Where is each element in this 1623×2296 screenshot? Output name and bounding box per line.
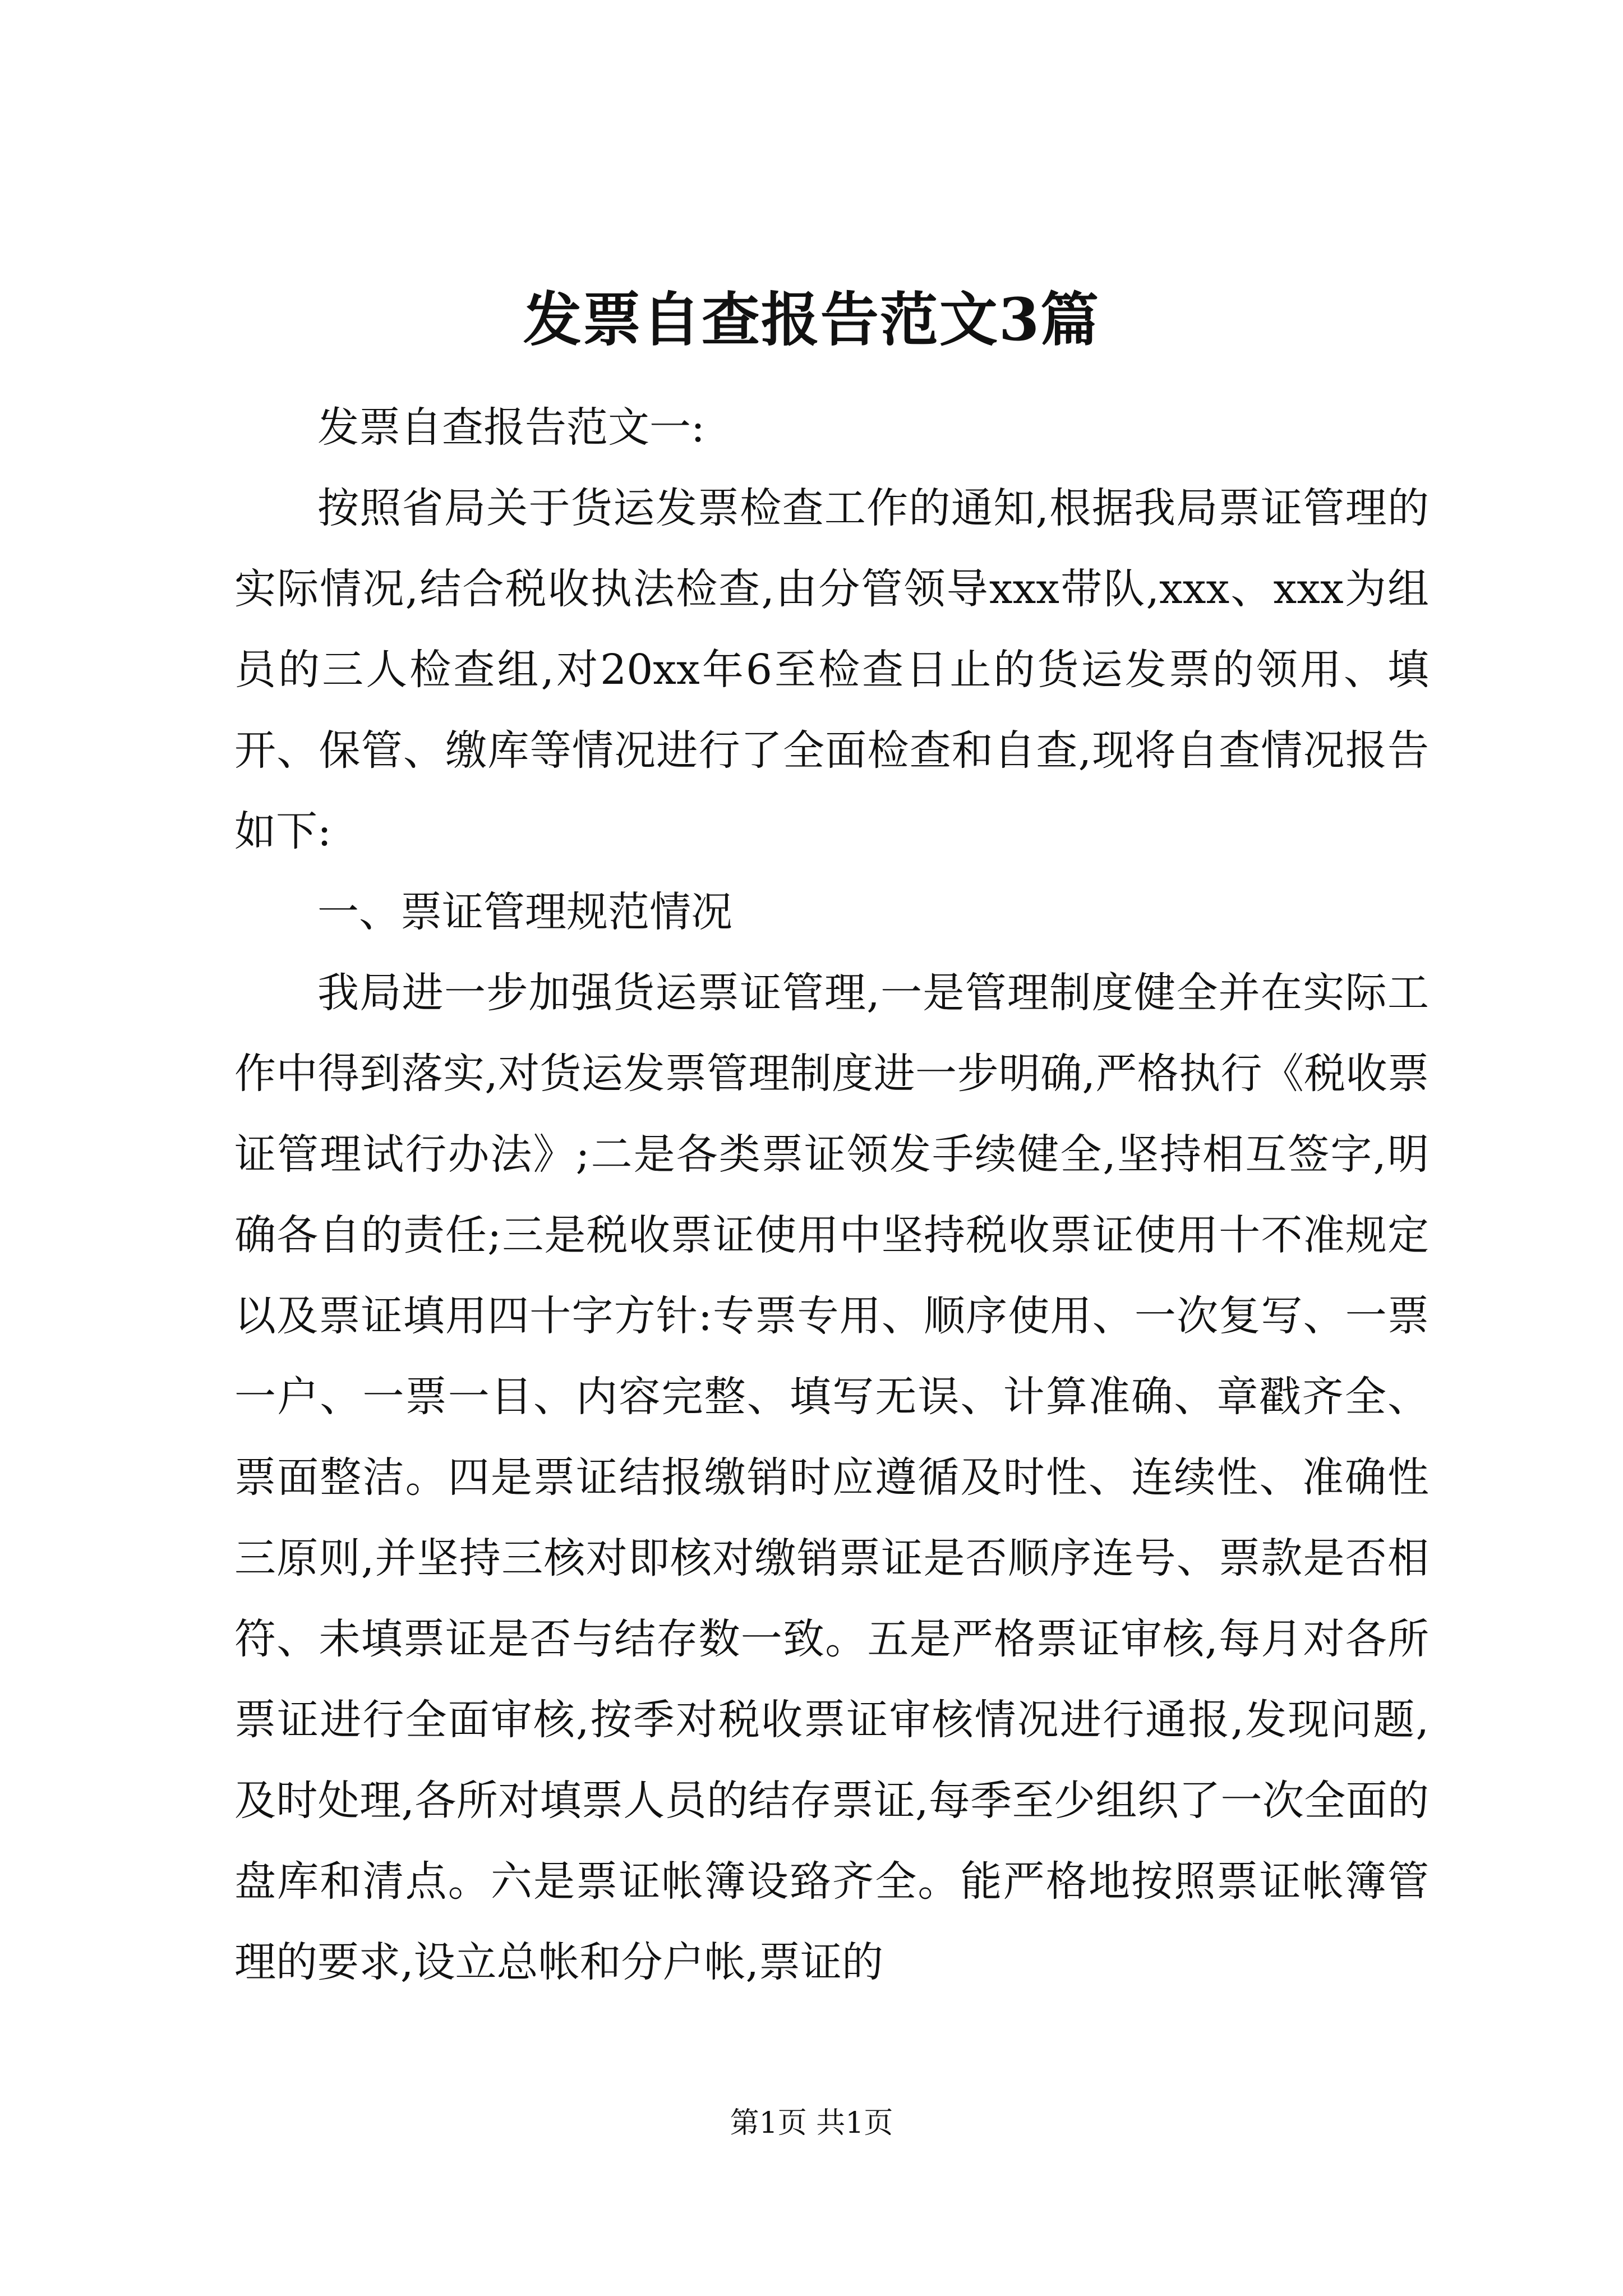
body-paragraph: 我局进一步加强货运票证管理,一是管理制度健全并在实际工作中得到落实,对货运发票管理制度进一步明确,严格执行《税收票证管理试行办法》;二是各类票证领发手续健全,坚持相互签字,明确各自的责任;三是税收票证使用中坚持税收票证使用十不准规定以及票证填用四十字方针:专票专用、顺序使用、一次复写、一票一户、一票一目、内容完整、填写无误、计算准确、章戳齐全、票面整洁。四是票证结报缴销时应遵循及时性、连续性、准确性三原则,并坚持三核对即核对缴销票证是否顺序连号、票款是否相符、未填票证是否与结存数一致。五是严格票证审核,每月对各所票证进行全面审核,按季对税收票证审核情况进行通报,发现问题,及时处理,各所对填票人员的结存票证,每季至少组织了一次全面的盘库和清点。六是票证帐簿设臵齐全。能严格地按照票证帐簿管理的要求,设立总帐和分户帐,票证的 [234, 969, 1429, 1986]
intro-paragraph: 按照省局关于货运发票检查工作的通知,根据我局票证管理的实际情况,结合税收执法检查,由分管领导xxx带队,xxx、xxx为组员的三人检查组,对20xx年6至检查日止的货运发票的领用、填开、保管、缴库等情况进行了全面检查和自查,现将自查情况报告如下: [234, 484, 1429, 855]
page-number: 第1页 共1页 [730, 2106, 893, 2140]
section-heading: 一、票证管理规范情况 [317, 888, 732, 936]
document-title: 发票自查报告范文3篇 [523, 285, 1100, 354]
section-heading: 发票自查报告范文一: [317, 403, 705, 452]
document-body [234, 387, 1429, 2003]
